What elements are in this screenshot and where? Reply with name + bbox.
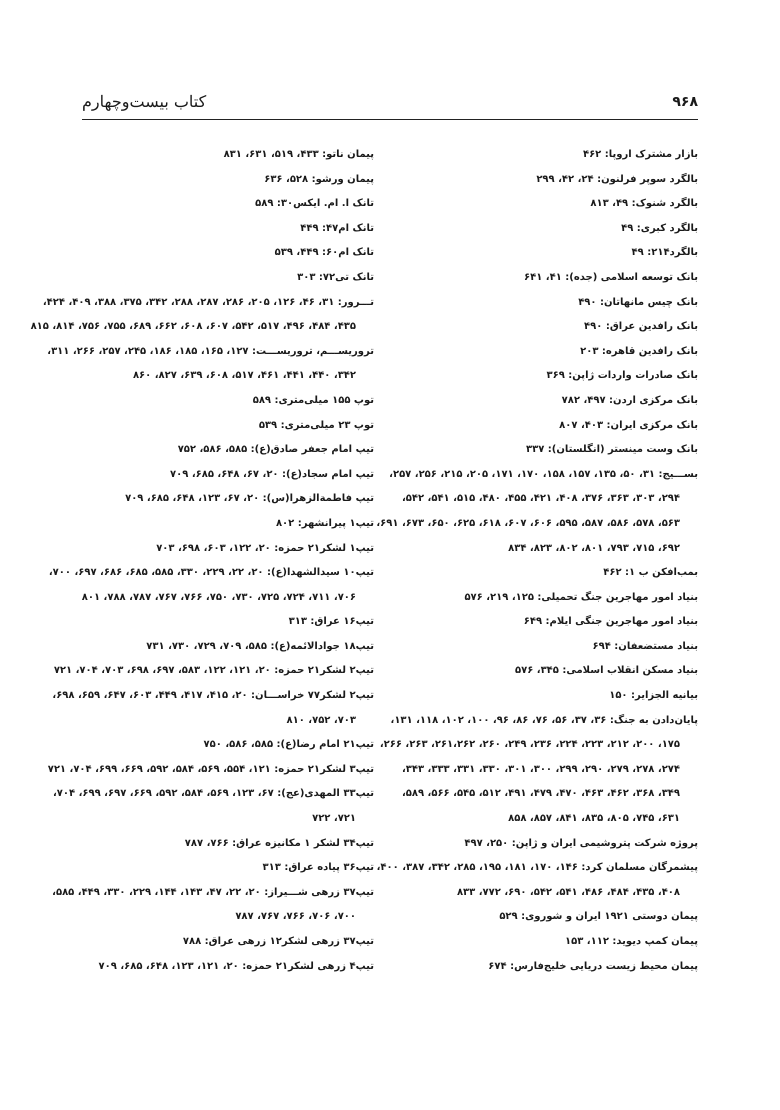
- index-entry: [82, 266, 374, 291]
- page-header: [82, 92, 698, 116]
- index-entry: [82, 512, 374, 537]
- index-entry: [82, 537, 374, 562]
- index-entry: [82, 832, 374, 857]
- index-entry-line: بالگرد کبری: ۴۹: [621, 222, 698, 234]
- index-entry-continuation: ۲۷۴، ۲۷۸، ۲۷۹، ۲۹۰، ۲۹۹، ۳۰۰، ۳۰۱، ۳۳۰، ۳۳۱، ۳۳۳، ۳۴۳،: [401, 763, 680, 775]
- index-entry-line: تیپ۲ لشکر۷۷ خراســـان: ۲۰، ۴۱۵، ۴۱۷، ۴۴۹، ۶۰۳، ۶۴۷، ۶۵۹، ۶۹۸،: [52, 690, 374, 702]
- index-entry: [398, 438, 698, 463]
- index-entry: [376, 463, 698, 561]
- index-entry: [47, 340, 374, 389]
- index-entry: [82, 930, 374, 955]
- index-entry-continuation: ۴۰۸، ۴۳۵، ۴۸۴، ۴۸۶، ۵۴۱، ۵۴۲، ۶۹۰، ۷۷۲، ۸۳۳: [456, 886, 680, 898]
- index-entry: [82, 143, 374, 168]
- index-entry-line: تیپ۱ لشکر۲۱ حمزه: ۲۰، ۱۲۲، ۶۰۳، ۶۹۸، ۷۰۳: [156, 542, 374, 554]
- index-entry-line: پروژه شرکت پتروشیمی ایران و ژاپن: ۲۵۰، ۴۹۷: [464, 837, 698, 849]
- index-entry: [398, 586, 698, 611]
- index-entry-continuation: ۵۶۳، ۵۷۸، ۵۸۶، ۵۸۷، ۵۹۵، ۶۰۶، ۶۰۷، ۶۱۸، ۶۲۵، ۶۵۰، ۶۷۳، ۶۹۱،: [376, 517, 680, 529]
- index-entry: [82, 610, 374, 635]
- index-entry: [398, 684, 698, 709]
- index-entry-line: بانک رافدین قاهره: ۲۰۳: [580, 345, 698, 357]
- index-entry-line: تانک تی۷۲: ۳۰۳: [297, 271, 374, 283]
- index-entry-line: تیپ۳۷ زرهی شـــیراز: ۲۰، ۲۲، ۴۷، ۱۴۳، ۱۴۴، ۲۲۹، ۳۳۰، ۴۴۹، ۵۸۵،: [52, 886, 374, 898]
- index-entry: [398, 659, 698, 684]
- index-entry-line: پیمان دوستی ۱۹۲۱ ایران و شوروی: ۵۲۹: [499, 911, 698, 923]
- index-entry-line: بانک مرکزی اردن: ۴۹۷، ۷۸۲: [561, 394, 698, 406]
- index-entry: [82, 463, 374, 488]
- index-entry-continuation: ۶۳۱، ۷۴۵، ۸۰۵، ۸۳۵، ۸۴۱، ۸۵۷، ۸۵۸: [508, 813, 680, 825]
- index-entry: [82, 192, 374, 217]
- index-entry-line: تیپ۲ لشکر۲۱ حمزه: ۲۰، ۱۲۱، ۱۲۲، ۵۸۳، ۶۹۷، ۶۹۸، ۷۰۳، ۷۰۴، ۷۲۱: [53, 665, 374, 677]
- index-entry: [398, 364, 698, 389]
- index-entry: [53, 659, 374, 684]
- index-entry-line: تـــرور: ۳۱، ۴۶، ۱۲۶، ۲۰۵، ۲۸۶، ۲۸۷، ۲۸۸، ۳۴۲، ۳۷۵، ۳۸۸، ۴۰۹، ۴۲۴،: [42, 296, 374, 308]
- index-entry: [82, 438, 374, 463]
- index-entry-line: بانک توسعه اسلامی (جده): ۴۱، ۶۴۱: [524, 271, 698, 283]
- index-entry: [52, 684, 374, 733]
- index-entry: [398, 414, 698, 439]
- index-entry-line: تانک ام۴۷: ۴۴۹: [300, 222, 374, 234]
- index-entry: [82, 733, 374, 758]
- index-entry-line: تانک ا. ام. ایکس۳۰: ۵۸۹: [255, 198, 374, 210]
- index-entry-line: بمب‌افکن ب ۱: ۴۶۲: [603, 567, 698, 579]
- header-rule: [82, 119, 698, 120]
- index-entry-line: توپ ۲۳ میلی‌متری: ۵۳۹: [258, 419, 374, 431]
- index-entry: [398, 340, 698, 365]
- index-entry: [47, 758, 374, 783]
- index-entry: [398, 635, 698, 660]
- index-entry-continuation: ۴۳۵، ۴۸۴، ۴۹۶، ۵۱۷، ۵۴۲، ۶۰۷، ۶۰۸، ۶۶۲، ۶۸۹، ۷۵۵، ۷۵۶، ۸۱۴، ۸۱۵: [30, 321, 356, 333]
- index-entry: [82, 168, 374, 193]
- index-entry-continuation: ۷۰۰، ۷۰۶، ۷۶۶، ۷۶۷، ۷۸۷: [235, 911, 356, 923]
- index-entry-line: بانک چیس مانهاتان: ۴۹۰: [578, 296, 698, 308]
- index-entry-line: تیپ۳۳ المهدی(عج): ۶۷، ۱۲۳، ۵۶۹، ۵۸۴، ۵۹۲، ۶۶۹، ۶۹۷، ۶۹۹، ۷۰۴،: [52, 788, 374, 800]
- index-entry: [379, 709, 698, 832]
- index-entry-line: تیپ۳ لشکر۲۱ حمزه: ۱۲۱، ۵۵۴، ۵۶۹، ۵۸۴، ۵۹۲، ۶۶۹، ۶۹۹، ۷۰۴، ۷۲۱: [47, 763, 374, 775]
- index-entry: [398, 217, 698, 242]
- index-entry-line: پیشمرگان مسلمان کرد: ۱۴۶، ۱۷۰، ۱۸۱، ۱۹۵، ۲۸۵، ۳۴۲، ۳۸۷، ۴۰۰،: [376, 862, 698, 874]
- index-entry-line: تیپ فاطمةالزهرا(س): ۲۰، ۶۷، ۱۲۳، ۶۴۸، ۶۸۵، ۷۰۹: [125, 493, 374, 505]
- index-entry: [30, 291, 374, 340]
- index-entry: [376, 856, 698, 905]
- index-entry: [398, 168, 698, 193]
- index-entry-continuation: ۷۰۶، ۷۱۱، ۷۲۴، ۷۲۵، ۷۳۰، ۷۵۰، ۷۶۶، ۷۶۷، ۷۸۷، ۷۸۸، ۸۰۱: [81, 591, 356, 603]
- index-entry-line: بنیاد امور مهاجرین جنگ تحمیلی: ۱۲۵، ۲۱۹، ۵۷۶: [464, 591, 698, 603]
- index-entry: [398, 905, 698, 930]
- index-entry: [82, 217, 374, 242]
- index-entry: [398, 610, 698, 635]
- index-entry-line: توپ ۱۵۵ میلی‌متری: ۵۸۹: [252, 394, 374, 406]
- index-entry-continuation: ۶۹۲، ۷۱۵، ۷۹۳، ۸۰۱، ۸۰۲، ۸۲۳، ۸۳۴: [508, 542, 680, 554]
- index-entry: [82, 856, 374, 881]
- index-entry: [398, 291, 698, 316]
- index-entry-line: بالگرد سوپر فرلنون: ۲۴، ۴۲، ۲۹۹: [536, 173, 698, 185]
- index-entry-line: بانک صادرات واردات ژاپن: ۳۶۹: [546, 370, 698, 382]
- index-entry-line: تیپ۱ پیرانشهر: ۸۰۲: [275, 517, 374, 529]
- index-entry-line: تروریســـم، تروریســـت: ۱۲۷، ۱۶۵، ۱۸۵، ۱۸۶، ۲۴۵، ۲۵۷، ۲۶۶، ۳۱۱،: [47, 345, 374, 357]
- index-entry: [398, 389, 698, 414]
- index-entry: [398, 143, 698, 168]
- index-entry: [48, 561, 374, 610]
- book-title: کتاب بیست‌وچهارم: [82, 92, 207, 111]
- index-entry-line: بیانیه الجزایر: ۱۵۰: [609, 690, 698, 702]
- index-entry-line: پیمان محیط زیست دریایی خلیج‌فارس: ۶۷۴: [488, 960, 698, 972]
- index-entry: [398, 266, 698, 291]
- index-entry-line: تیپ امام جعفر صادق(ع): ۵۸۵، ۵۸۶، ۷۵۲: [177, 444, 374, 456]
- index-entry: [398, 241, 698, 266]
- index-entry-continuation: ۷۲۱، ۷۲۲: [312, 813, 356, 825]
- index-entry-line: بنیاد مسکن انقلاب اسلامی: ۳۴۵، ۵۷۶: [514, 665, 698, 677]
- index-entry: [52, 881, 374, 930]
- index-entry-line: بنیاد مستضعفان: ۶۹۴: [592, 640, 698, 652]
- index-entry-line: تیپ۳۶ پیاده عراق: ۳۱۳: [262, 862, 374, 874]
- index-entry: [82, 487, 374, 512]
- index-entry-line: بنیاد امور مهاجرین جنگی ایلام: ۶۴۹: [523, 616, 698, 628]
- index-entry: [52, 782, 374, 831]
- index-entry-line: بازار مشترک اروپا: ۴۶۲: [582, 149, 698, 160]
- index-entry-continuation: ۳۴۹، ۳۶۸، ۴۶۲، ۴۶۳، ۴۷۰، ۴۷۹، ۴۹۱، ۵۱۲، ۵۴۵، ۵۶۶، ۵۸۹،: [401, 788, 680, 800]
- index-entry-line: پیمان ناتو: ۴۳۳، ۵۱۹، ۶۳۱، ۸۳۱: [223, 149, 374, 160]
- index-entry: [398, 832, 698, 857]
- index-entry-line: بالگرد۲۱۴: ۴۹: [631, 247, 698, 259]
- index-entry-line: تانک ام۶۰: ۴۴۹، ۵۳۹: [274, 247, 374, 259]
- index-column-left: [30, 143, 374, 979]
- index-entry-line: بالگرد شنوک: ۴۹، ۸۱۳: [590, 198, 698, 210]
- index-entry-line: پایان‌دادن به جنگ: ۳۶، ۳۷، ۵۶، ۷۶، ۸۶، ۹۶، ۱۰۰، ۱۰۲، ۱۱۸، ۱۳۱،: [390, 714, 698, 726]
- index-entry-line: تیپ۳۷ زرهی لشکر۱۲ زرهی عراق: ۷۸۸: [182, 936, 374, 947]
- index-entry: [398, 955, 698, 980]
- index-entry-line: بانک وست مینستر (انگلستان): ۳۳۷: [526, 444, 698, 456]
- index-entry-continuation: ۷۰۳، ۷۵۲، ۸۱۰: [286, 714, 356, 726]
- index-entry-line: پیمان کمپ دیوید: ۱۱۲، ۱۵۳: [565, 936, 698, 947]
- index-entry: [398, 561, 698, 586]
- index-entry-line: بانک رافدین عراق: ۴۹۰: [584, 321, 698, 333]
- index-entry: [82, 389, 374, 414]
- index-entry-line: تیپ۱۶ عراق: ۳۱۳: [288, 616, 374, 628]
- index-entry: [82, 414, 374, 439]
- page-number: ۹۶۸: [672, 94, 698, 110]
- index-entry-continuation: ۳۴۲، ۴۴۰، ۴۴۱، ۴۶۱، ۵۱۷، ۶۰۸، ۶۳۹، ۸۲۷، ۸۶۰: [132, 370, 356, 382]
- index-entry-line: بانک مرکزی ایران: ۴۰۳، ۸۰۷: [559, 419, 698, 431]
- index-entry: [82, 241, 374, 266]
- index-entry-continuation: ۱۷۵، ۲۰۰، ۲۱۲، ۲۲۳، ۲۲۴، ۲۳۶، ۲۴۹، ۲۶۰، ۲۶۱،۲۶۲، ۲۶۳، ۲۶۶،: [379, 739, 680, 751]
- index-entry: [82, 635, 374, 660]
- index-entry-line: تیپ۱۸ جوادالائمه(ع): ۵۸۵، ۷۰۹، ۷۲۹، ۷۳۰، ۷۳۱: [146, 640, 374, 652]
- index-entry-line: تیپ۱۰ سیدالشهدا(ع): ۲۰، ۲۲، ۲۲۹، ۳۳۰، ۵۸۵، ۶۸۵، ۶۸۶، ۶۹۷، ۷۰۰،: [48, 567, 374, 579]
- index-entry-line: تیپ۲۱ امام رضا(ع): ۵۸۵، ۵۸۶، ۷۵۰: [203, 739, 374, 751]
- index-column-right: [376, 143, 698, 979]
- index-entry: [82, 955, 374, 980]
- index-entry-line: تیپ۳۴ لشکر ۱ مکانیزه عراق: ۷۶۶، ۷۸۷: [184, 837, 374, 849]
- index-entry-line: پیمان ورشو: ۵۲۸، ۶۳۶: [264, 173, 374, 185]
- index-entry-line: تیپ۴ زرهی لشکر۲۱ حمزه: ۲۰، ۱۲۱، ۱۲۳، ۶۴۸، ۶۸۵، ۷۰۹: [98, 960, 374, 972]
- index-entry: [398, 930, 698, 955]
- index-entry-continuation: ۲۹۴، ۳۰۳، ۳۶۳، ۳۷۶، ۴۰۸، ۴۲۱، ۴۵۵، ۴۸۰، ۵۱۵، ۵۴۱، ۵۴۲،: [401, 493, 680, 505]
- index-entry: [398, 315, 698, 340]
- index-entry-line: بســـیج: ۳۱، ۵۰، ۱۳۵، ۱۵۷، ۱۵۸، ۱۷۰، ۱۷۱، ۲۰۵، ۲۱۵، ۲۵۶، ۲۵۷،: [389, 468, 698, 480]
- index-entry: [398, 192, 698, 217]
- index-entry-line: تیپ امام سجاد(ع): ۲۰، ۶۷، ۶۴۸، ۶۸۵، ۷۰۹: [170, 468, 374, 480]
